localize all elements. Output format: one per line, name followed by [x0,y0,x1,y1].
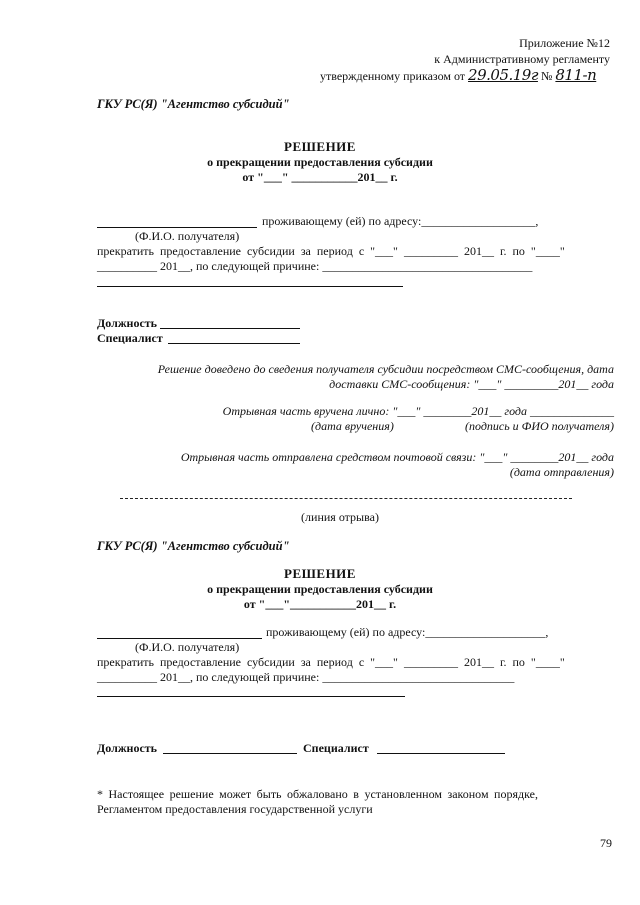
position-field[interactable] [160,328,300,329]
reason-continuation-field[interactable] [97,286,403,287]
fio-label-copy: (Ф.И.О. получателя) [135,640,240,654]
position-field-copy[interactable] [163,753,297,754]
residing-address-text-copy: проживающему (ей) по адресу:____________________, [266,625,549,639]
sms-notice-line-1: Решение доведено до сведения получателя субсидии посредством СМС-сообщения, дата [157,362,614,376]
recipient-name-field-copy[interactable] [97,638,262,639]
decision-subtitle: о прекращении предоставления субсидии [207,155,433,169]
order-date-handwritten: 29.05.19г [468,66,538,84]
footnote-line-1: * Настоящее решение может быть обжаловано в установленном законом порядке, [97,787,538,801]
page-number: 79 [600,836,612,850]
sms-notice-line-2: доставки СМС-сообщения: "___" _________201__ года [329,377,614,391]
position-label-copy: Должность [97,741,158,755]
handed-date-label: (дата вручения) [311,419,394,433]
decision-subtitle-copy: о прекращении предоставления субсидии [207,582,433,596]
specialist-signature [97,331,163,346]
organization-name-copy: ГКУ РС(Я) "Агентство субсидий" [97,539,290,553]
recipient-name-field[interactable] [97,227,257,228]
tear-line [120,498,572,499]
specialist-field-copy[interactable] [377,753,505,754]
position-label: Должность [97,316,158,330]
organization-name: ГКУ РС(Я) "Агентство субсидий" [97,97,290,111]
appendix-label: Приложение №12 [519,36,610,50]
decision-title-copy: РЕШЕНИЕ [284,566,356,581]
reason-text: __________ 201__, по следующей причине: ___________________________________ [97,259,533,273]
mailed-date-label: (дата отправления) [509,465,614,479]
handed-signature-label: (подпись и ФИО получателя) [464,419,614,433]
order-number-handwritten: 811-п [555,66,597,84]
footnote-line-2: Регламентом предоставления государственной услуги [97,802,373,816]
reason-continuation-field-copy[interactable] [97,696,405,697]
residing-address-text: проживающему (ей) по адресу:___________________, [262,214,539,228]
terminate-period-text: прекратить предоставление субсидии за период с "___" _________ 201__ г. по "____" [97,244,565,258]
specialist-label: Специалист [97,331,163,345]
number-sign: № [540,69,553,83]
terminate-period-text-copy: прекратить предоставление субсидии за период с "___" _________ 201__ г. по "____" [97,655,565,669]
position-signature [97,316,157,331]
mailed-line: Отрывная часть отправлена средством почтовой связи: "___" ________201__ года [180,450,614,464]
tear-line-label: (линия отрыва) [301,510,379,524]
handed-personally-line: Отрывная часть вручена лично: "___" ________201__ года ______________ [222,404,614,418]
approved-by-label: утвержденному приказом от [320,69,466,83]
reason-text-copy: __________ 201__, по следующей причине: ________________________________ [97,670,515,684]
fio-label: (Ф.И.О. получателя) [135,229,240,243]
decision-title: РЕШЕНИЕ [284,139,356,154]
specialist-label-copy: Специалист [303,741,369,755]
specialist-field[interactable] [168,343,300,344]
decision-date-line-copy: от "___"___________201__ г. [243,597,397,611]
approved-by-line [320,66,596,84]
regulation-label: к Административному регламенту [434,52,610,66]
decision-date-line: от "___" ___________201__ г. [242,170,398,184]
